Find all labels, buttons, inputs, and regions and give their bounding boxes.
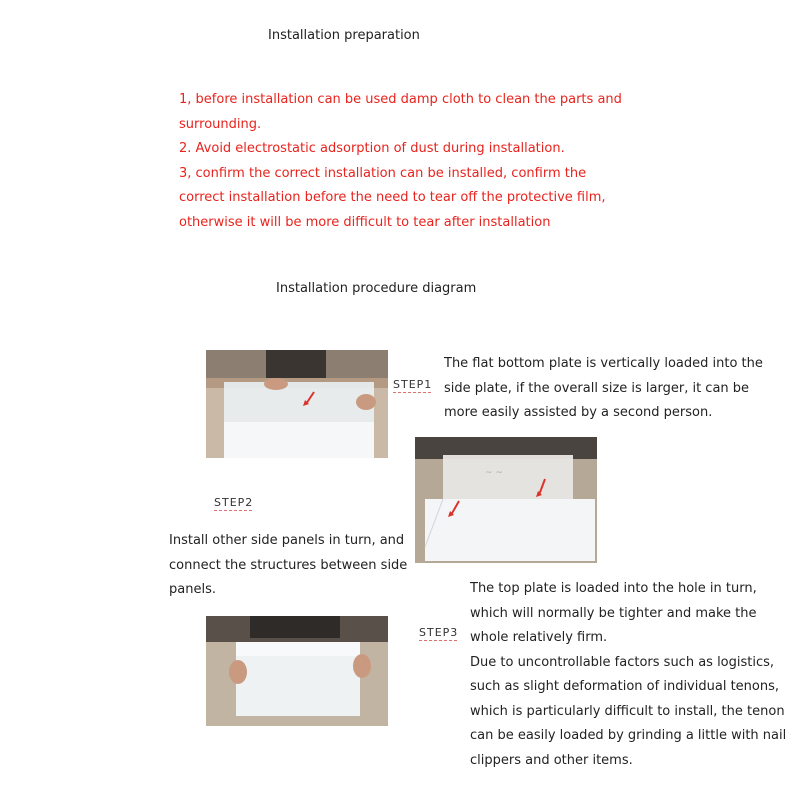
step3-note: Due to uncontrollable factors such as logistics, such as slight deformation of individual tenons, which is particularly difficult to install, the tenon can be easily loaded by grinding a little with nail clippers and other items. — [470, 654, 787, 768]
step1-description — [444, 352, 784, 426]
step1-photo — [206, 350, 388, 458]
step3-photo — [206, 616, 388, 726]
preparation-item-3: 3, confirm the correct installation can be installed, confirm the correct installation before the need to tear off the protective film, otherwise it will be more difficult to tear after installation — [179, 165, 606, 230]
step1-text: The flat bottom plate is vertically loaded into the side plate, if the overall size is larger, it can be more easily assisted by a second person. — [444, 356, 763, 420]
diagram-title: Installation procedure diagram — [276, 281, 477, 296]
preparation-item-1: 1, before installation can be used damp cloth to clean the parts and surrounding. — [179, 92, 622, 132]
preparation-list — [179, 88, 629, 235]
step3-text: The top plate is loaded into the hole in turn, which will normally be tighter and make the whole relatively firm. — [470, 581, 757, 645]
preparation-title: Installation preparation — [268, 28, 420, 43]
preparation-item-2: 2. Avoid electrostatic adsorption of dust during installation. — [179, 141, 565, 156]
step2-text: Install other side panels in turn, and connect the structures between side panels. — [169, 533, 408, 597]
step3-description — [470, 577, 795, 773]
step2-label: STEP2 — [214, 496, 254, 509]
step1-label: STEP1 — [393, 378, 433, 391]
step3-label: STEP3 — [419, 626, 459, 639]
step2-photo — [415, 437, 597, 563]
svg-text:~ ~: ~ ~ — [485, 468, 503, 478]
step2-description — [169, 529, 409, 603]
